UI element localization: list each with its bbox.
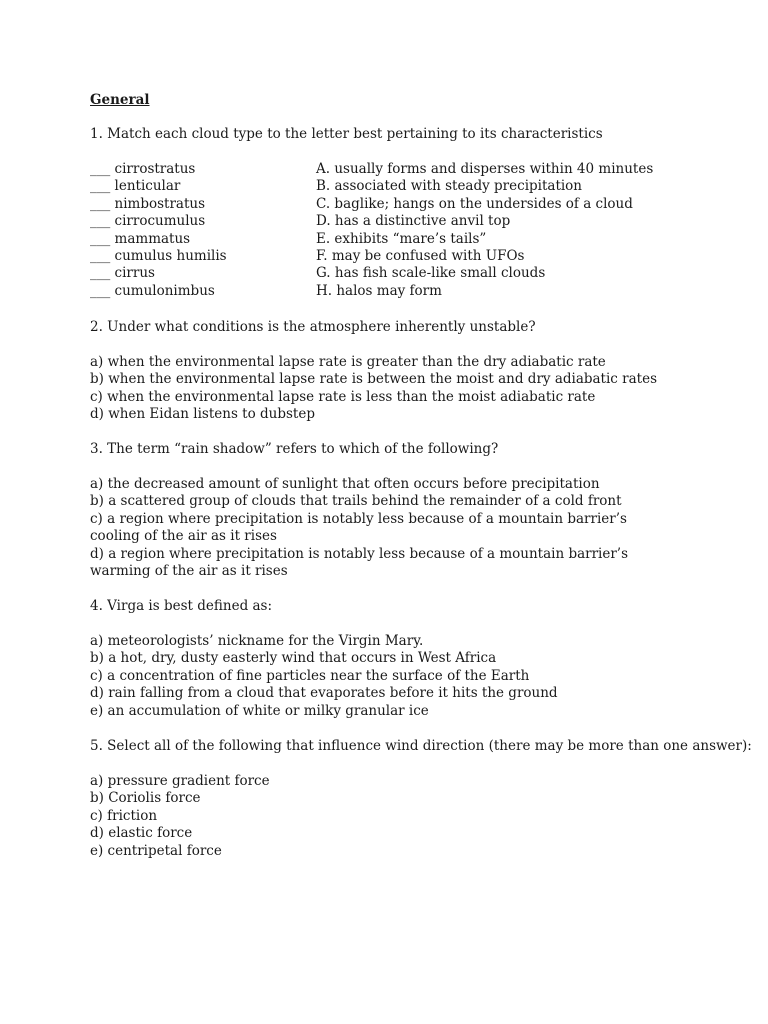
characteristic: C. baglike; hangs on the undersides of a cloud	[316, 195, 633, 212]
characteristic: E. exhibits “mare’s tails”	[316, 230, 487, 247]
answer-option: b) a scattered group of clouds that trails behind the remainder of a cold front	[90, 493, 622, 510]
q1-matching-table	[90, 161, 690, 300]
cloud-type: ___ cirrostratus	[90, 161, 196, 177]
q5-prompt: 5. Select all of the following that influence wind direction (there may be more than one answer):	[90, 738, 752, 754]
answer-option: d) when Eidan listens to dubstep	[90, 406, 315, 423]
cloud-type: ___ cirrus	[90, 265, 155, 282]
answer-option: e) centripetal force	[90, 842, 222, 859]
answer-option: e) an accumulation of white or milky granular ice	[90, 702, 429, 719]
answer-option: c) a region where precipitation is notably less because of a mountain barrier’s cooling of the air as it rises	[90, 510, 627, 545]
match-row	[90, 265, 690, 282]
cloud-type: ___ cumulonimbus	[90, 282, 215, 299]
match-row	[90, 178, 690, 195]
match-row	[90, 231, 690, 248]
q3-prompt: 3. The term “rain shadow” refers to which of the following?	[90, 441, 499, 457]
answer-option: a) pressure gradient force	[90, 773, 270, 789]
match-row	[90, 283, 690, 300]
answer-option: b) a hot, dry, dusty easterly wind that occurs in West Africa	[90, 650, 497, 667]
cloud-type: ___ cirrocumulus	[90, 213, 206, 230]
answer-option: a) meteorologists’ nickname for the Virgin Mary.	[90, 633, 424, 649]
answer-option: d) a region where precipitation is notably less because of a mountain barrier’s warming of the air as it rises	[90, 545, 629, 580]
match-row	[90, 196, 690, 213]
answer-option: c) a concentration of fine particles near the surface of the Earth	[90, 667, 530, 684]
cloud-type: ___ mammatus	[90, 230, 191, 247]
q4-prompt: 4. Virga is best defined as:	[90, 598, 273, 614]
characteristic: B. associated with steady precipitation	[316, 178, 583, 195]
characteristic: A. usually forms and disperses within 40 minutes	[316, 161, 654, 177]
q3-options	[90, 476, 680, 580]
answer-option: a) the decreased amount of sunlight that often occurs before precipitation	[90, 476, 600, 492]
answer-option: d) rain falling from a cloud that evaporates before it hits the ground	[90, 685, 558, 702]
answer-option: b) when the environmental lapse rate is between the moist and dry adiabatic rates	[90, 371, 657, 388]
answer-option: a) when the environmental lapse rate is greater than the dry adiabatic rate	[90, 354, 606, 370]
match-row	[90, 161, 690, 178]
answer-option: b) Coriolis force	[90, 790, 201, 807]
characteristic: D. has a distinctive anvil top	[316, 213, 511, 230]
cloud-type: ___ lenticular	[90, 178, 181, 195]
q4-options	[90, 633, 680, 720]
q2-prompt: 2. Under what conditions is the atmosphere inherently unstable?	[90, 319, 536, 335]
characteristic: G. has fish scale-like small clouds	[316, 265, 546, 282]
cloud-type: ___ cumulus humilis	[90, 247, 227, 264]
q1-prompt: 1. Match each cloud type to the letter best pertaining to its characteristics	[90, 126, 603, 142]
characteristic: F. may be confused with UFOs	[316, 247, 525, 264]
characteristic: H. halos may form	[316, 282, 442, 299]
q2-options	[90, 354, 680, 424]
cloud-type: ___ nimbostratus	[90, 195, 206, 212]
match-row	[90, 248, 690, 265]
section-title: General	[90, 92, 150, 108]
match-row	[90, 213, 690, 230]
q5-options	[90, 773, 680, 860]
answer-option: c) friction	[90, 807, 158, 824]
answer-option: c) when the environmental lapse rate is less than the moist adiabatic rate	[90, 388, 596, 405]
answer-option: d) elastic force	[90, 825, 193, 842]
